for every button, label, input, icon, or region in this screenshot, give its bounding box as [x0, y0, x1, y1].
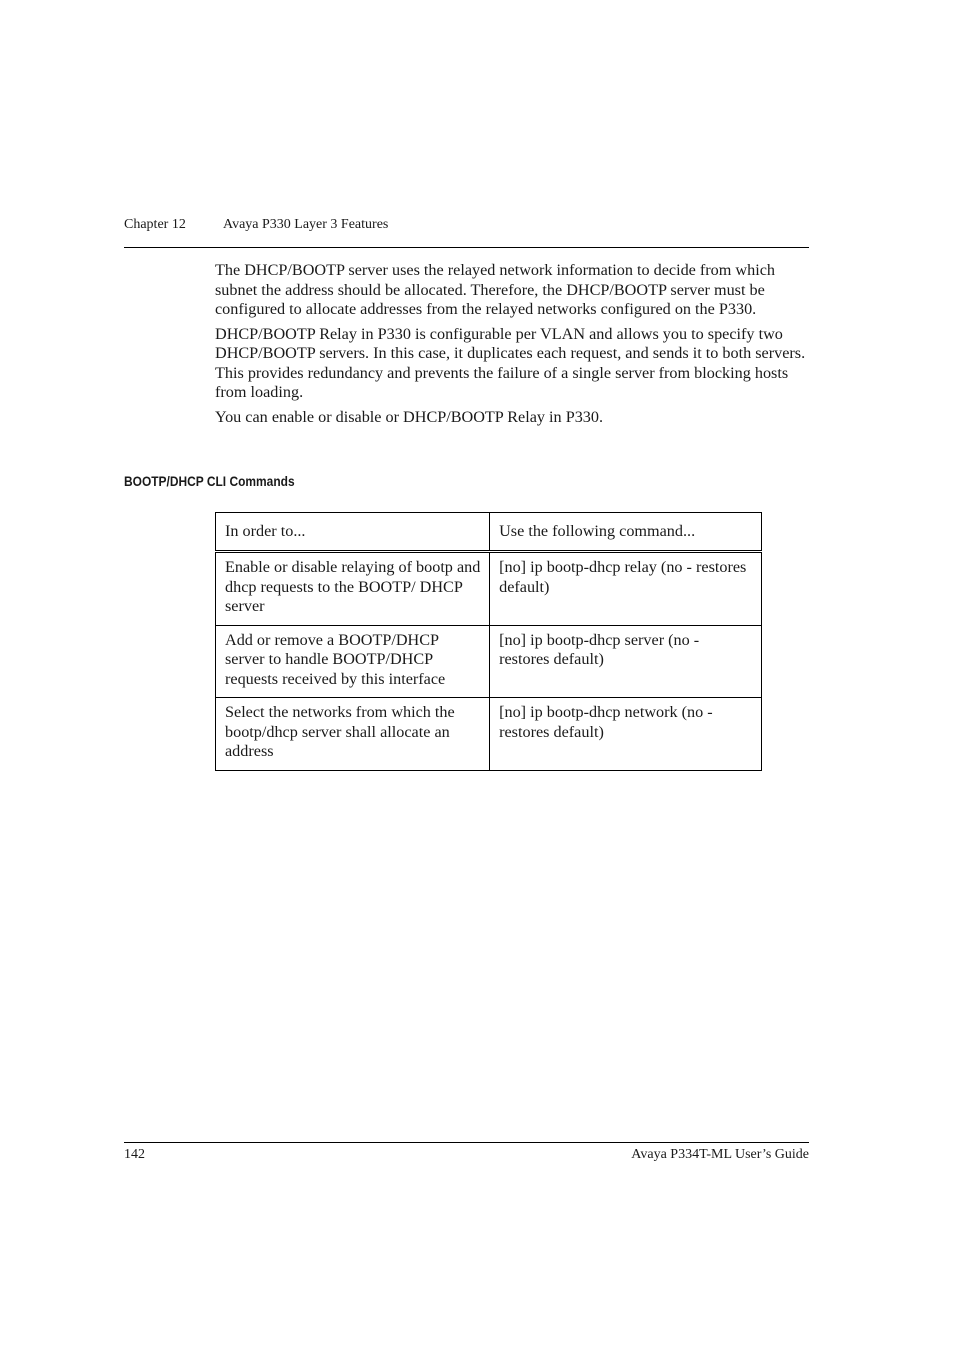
table-cell-purpose: Add or remove a BOOTP/DHCP server to handle BOOTP/DHCP requests received by this interface	[216, 625, 490, 698]
page-header	[124, 216, 809, 248]
paragraph-relay-per-vlan: DHCP/BOOTP Relay in P330 is configurable per VLAN and allows you to specify two DHCP/BOOTP servers. In this case, it duplicates each request, and sends it to both servers. This provides redundancy and prevents the failure of a single server from blocking hosts from loading.	[215, 324, 806, 401]
cli-commands-table	[215, 512, 762, 771]
paragraph-server-allocation: The DHCP/BOOTP server uses the relayed network information to decide from which subnet the address should be allocated. Therefore, the DHCP/BOOTP server must be configured to allocate addresses from the relayed networks configured on the P330.	[215, 261, 775, 318]
table-cell-command: [no] ip bootp-dhcp network (no - restores default)	[490, 698, 762, 771]
page-number: 142	[124, 1147, 145, 1162]
table-cell-command: [no] ip bootp-dhcp server (no - restores default)	[490, 625, 762, 698]
page-footer	[124, 1142, 809, 1162]
column-header-command: Use the following command...	[490, 513, 762, 552]
table-row	[216, 698, 762, 771]
table-row	[216, 625, 762, 698]
paragraph-enable-disable: You can enable or disable or DHCP/BOOTP Relay in P330.	[215, 407, 604, 426]
body-text	[215, 261, 811, 432]
chapter-number: Chapter 12	[124, 217, 186, 232]
table-row	[216, 552, 762, 626]
section-heading: BOOTP/DHCP CLI Commands	[124, 474, 295, 489]
table-cell-purpose: Select the networks from which the bootp/dhcp server shall allocate an address	[216, 698, 490, 771]
chapter-title: Avaya P330 Layer 3 Features	[223, 217, 389, 232]
table-cell-purpose: Enable or disable relaying of bootp and dhcp requests to the BOOTP/ DHCP server	[216, 552, 490, 626]
guide-title: Avaya P334T-ML User’s Guide	[631, 1147, 809, 1162]
table-cell-command: [no] ip bootp-dhcp relay (no - restores default)	[490, 552, 762, 626]
table-header-row	[216, 513, 762, 552]
column-header-purpose: In order to...	[216, 513, 490, 552]
